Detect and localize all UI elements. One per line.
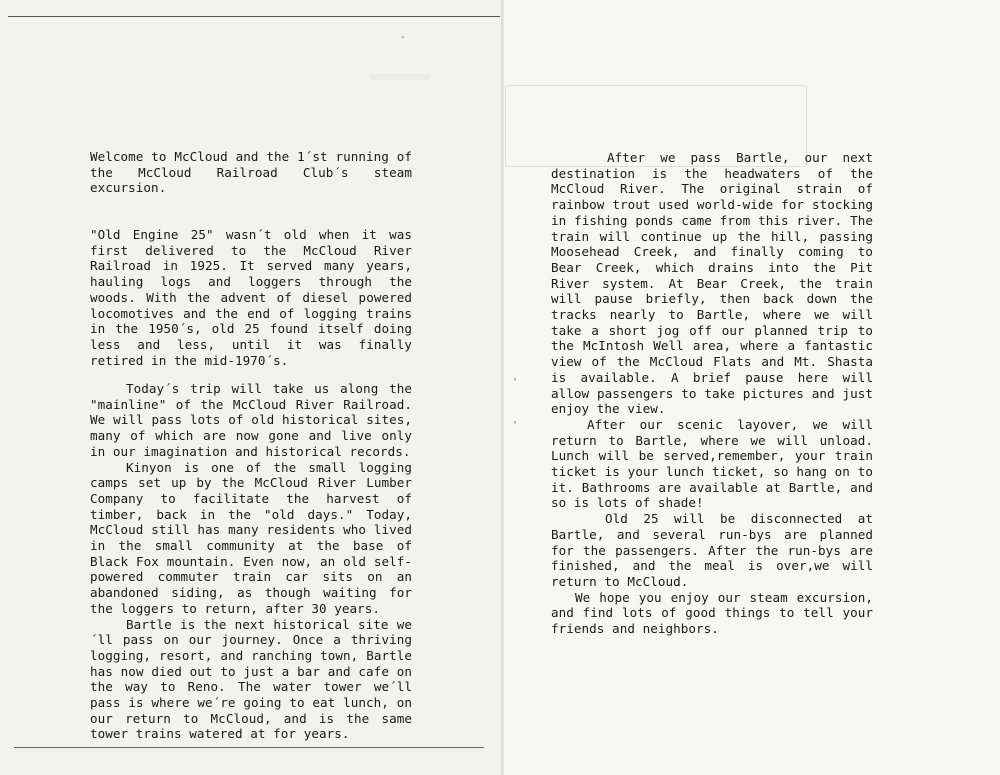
stray-mark: ': [512, 377, 519, 388]
bartle-paragraph: Bartle is the next historical site we´ll pass on our journey. Once a thriving logging, resort, and ranching town, Bartle has now died out to just a bar and cafe on the way to Reno. The water tower we´ll pass is where we´re going to eat lunch, on our return to McCloud, and is the same tower trains watered at for years.: [90, 616, 412, 742]
kinyon-paragraph: Kinyon is one of the small logging camps set up by the McCloud River Lumber Company to facilitate the harvest of timber, back in the "old days." Today, McCloud still has many residents who lived in the small community at the base of Black Fox mountain. Even now, an old self-powered commuter train car sits on an abandoned siding, as though waiting for the loggers to return, after 30 years.: [90, 459, 412, 616]
welcome-text: Welcome to McCloud and the 1´st running of the McCloud Railroad Club´s steam excursion.: [90, 149, 412, 196]
bottom-rule: [14, 747, 484, 748]
stray-mark: -: [400, 32, 407, 43]
run-bys-paragraph: Old 25 will be disconnected at Bartle, and several run-bys are planned for the passengers. After the run-bys are finished, and the meal is over,we will return to McCloud.: [551, 511, 873, 589]
engine-history-section: [90, 227, 412, 368]
layover-paragraph: After our scenic layover, we will return to Bartle, where we will unload. Lunch will be served,remember, your train ticket is your lunch ticket, so hang on to it. Bathrooms are available at Bartle, and so is lots of shade!: [551, 416, 873, 511]
trip-description-section: [90, 381, 412, 742]
page-fold: [501, 0, 504, 775]
right-column: [551, 150, 873, 637]
engine-history-paragraph: "Old Engine 25" wasn´t old when it was first delivered to the McCloud River Railroad in 1925. It served many years, hauling logs and loggers through the woods. With the advent of diesel powered locomotives and the end of logging trains in the 1950´s, old 25 found itself doing less and less, until it was finally retired in the mid-1970´s.: [90, 227, 412, 368]
stray-mark: ': [512, 420, 519, 431]
closing-paragraph: We hope you enjoy our steam excursion, and find lots of good things to tell your friends and neighbors.: [551, 589, 873, 637]
trip-intro-paragraph: Today´s trip will take us along the "mainline" of the McCloud River Railroad. We will pass lots of old historical sites, many of which are now gone and live only in our imagination and historical records.: [90, 381, 412, 459]
top-rule: [8, 16, 500, 17]
welcome-paragraph: [90, 149, 412, 196]
bleed-through-stamp: [370, 74, 430, 80]
headwaters-paragraph: After we pass Bartle, our next destination is the headwaters of the McCloud River. The original strain of rainbow trout used world-wide for stocking in fishing ponds came from this river. The train will continue up the hill, passing Moosehead Creek, and finally coming to Bear Creek, which drains into the Pit River system. At Bear Creek, the train will pause briefly, then back down the tracks nearly to Bartle, where we will take a short jog off our planned trip to the McIntosh Well area, where a fantastic view of the McCloud Flats and Mt. Shasta is available. A brief pause here will allow passengers to take pictures and just enjoy the view.: [551, 150, 873, 417]
